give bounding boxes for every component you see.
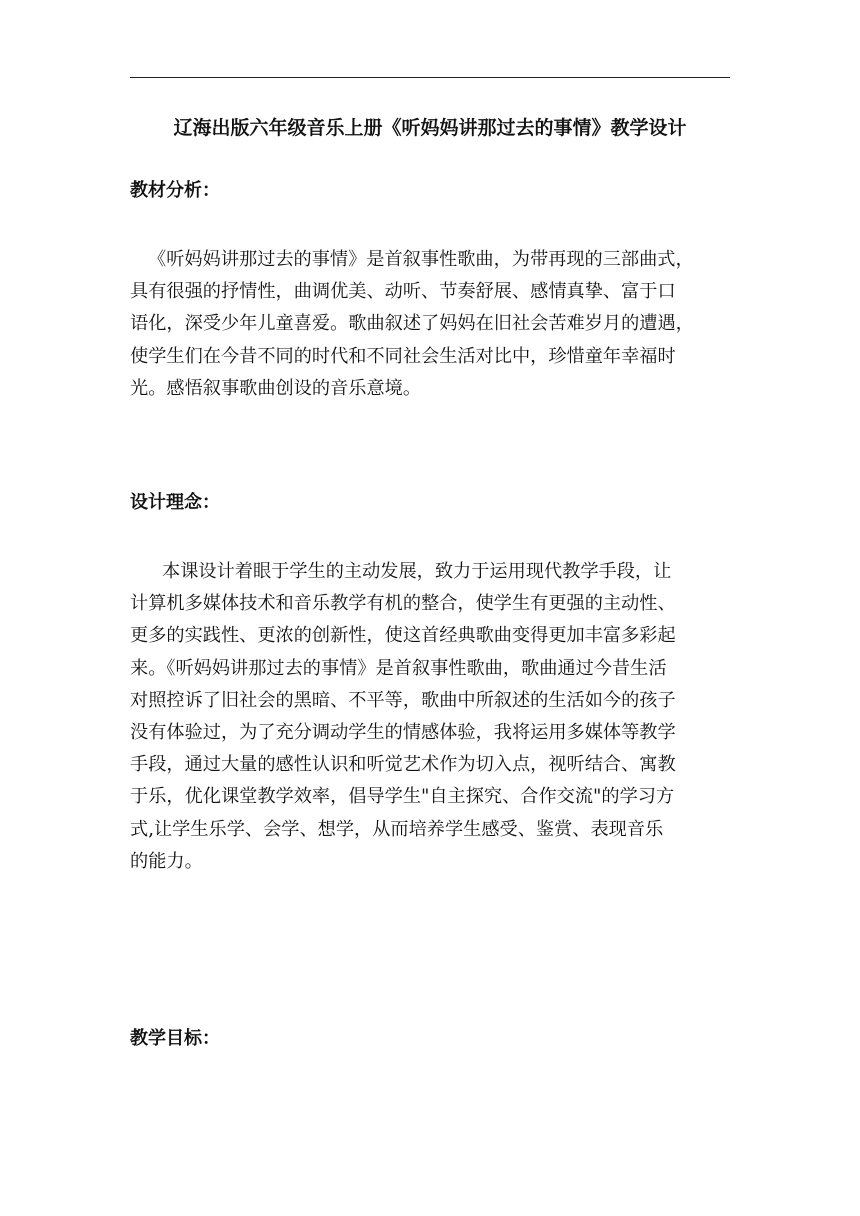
paragraph-line: 手段，通过大量的感性认识和听觉艺术作为切入点，视听结合、寓教	[130, 754, 676, 776]
paragraph-line: 于乐，优化课堂教学效率，倡导学生"自主探究、合作交流"的学习方	[130, 786, 675, 808]
paragraph-line: 计算机多媒体技术和音乐教学有机的整合，使学生有更强的主动性、	[130, 593, 676, 615]
paragraph-line: 对照控诉了旧社会的黑暗、不平等，歌曲中所叙述的生活如今的孩子	[130, 689, 676, 711]
paragraph-line: 《听妈妈讲那过去的事情》是首叙事性歌曲，为带再现的三部曲式，	[148, 249, 694, 270]
paragraph-line: 语化，深受少年儿童喜爱。歌曲叙述了妈妈在旧社会苦难岁月的遭遇，	[130, 313, 694, 335]
header-rule	[130, 77, 730, 78]
section-paragraph-design-concept	[130, 556, 730, 878]
section-heading-design-concept: 设计理念：	[130, 492, 220, 513]
paragraph-line: 具有很强的抒情性，曲调优美、动听、节奏舒展、感情真挚、富于口	[130, 281, 676, 303]
paragraph-line: 使学生们在今昔不同的时代和不同社会生活对比中，珍惜童年幸福时	[130, 345, 676, 367]
paragraph-line: 来。《听妈妈讲那过去的事情》是首叙事性歌曲，歌曲通过今昔生活	[130, 657, 667, 679]
section-paragraph-materials-analysis	[130, 244, 730, 405]
section-heading-materials-analysis: 教材分析：	[130, 180, 220, 201]
document-title: 辽海出版六年级音乐上册《听妈妈讲那过去的事情》教学设计	[173, 117, 687, 139]
paragraph-line: 的能力。	[130, 850, 203, 872]
paragraph-line: 更多的实践性、更浓的创新性，使这首经典歌曲变得更加丰富多彩起	[130, 625, 676, 647]
paragraph-line: 式,让学生乐学、会学、想学，从而培养学生感受、鉴赏、表现音乐	[130, 818, 664, 840]
section-heading-teaching-objectives: 教学目标：	[130, 1028, 220, 1049]
paragraph-line: 本课设计着眼于学生的主动发展，致力于运用现代教学手段，让	[162, 561, 672, 582]
paragraph-line: 没有体验过，为了充分调动学生的情感体验，我将运用多媒体等教学	[130, 722, 676, 744]
paragraph-line: 光。感悟叙事歌曲创设的音乐意境。	[130, 377, 422, 399]
